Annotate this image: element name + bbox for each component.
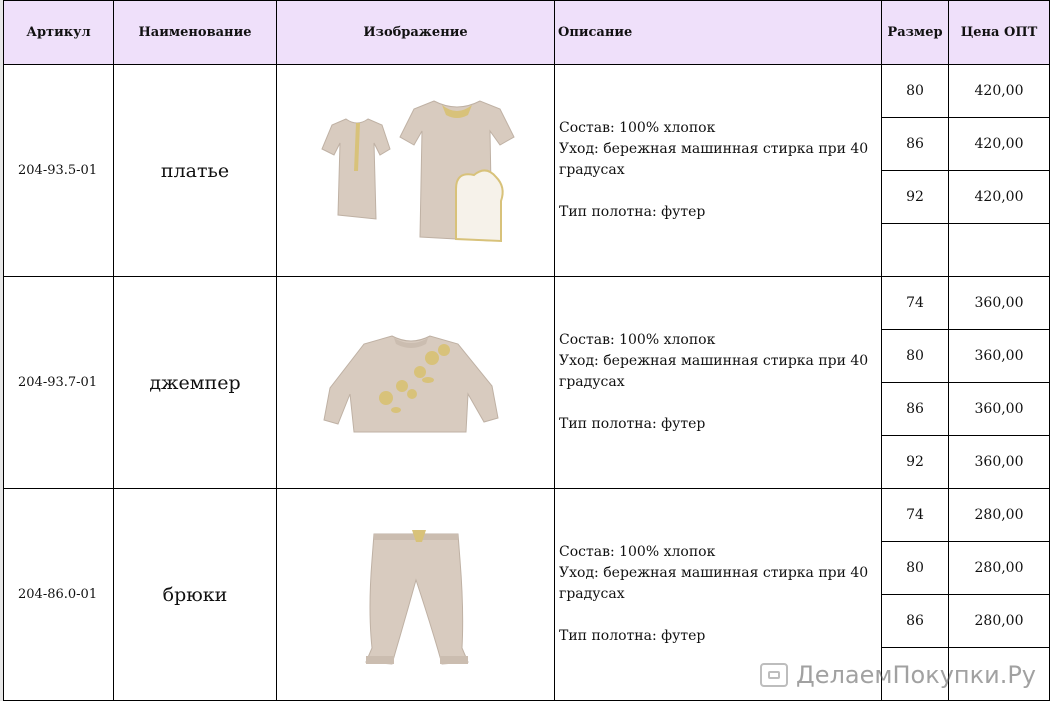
- price-cell: [949, 171, 1050, 224]
- product-sku: [3, 277, 114, 489]
- price-text: 280,00: [974, 507, 1024, 523]
- price-cell: [949, 542, 1050, 595]
- size-cell: [882, 542, 949, 595]
- header-price-label: Цена ОПТ: [960, 25, 1038, 40]
- sku-text: 204-93.5-01: [18, 163, 98, 178]
- price-text: 360,00: [974, 348, 1024, 364]
- header-description-label: Описание: [558, 25, 633, 40]
- price-cell: [949, 330, 1050, 383]
- composition-text: Состав: 100% хлопок: [559, 544, 716, 560]
- price-text: 420,00: [974, 83, 1024, 99]
- name-text: джемпер: [149, 371, 241, 394]
- header-size: [882, 0, 949, 65]
- jumper-image: [316, 328, 516, 438]
- name-text: платье: [160, 159, 230, 182]
- size-text: 86: [906, 136, 924, 152]
- product-name: [114, 489, 277, 701]
- composition-text: Состав: 100% хлопок: [559, 332, 716, 348]
- product-description: [555, 277, 882, 489]
- care-text: Уход: бережная машинная стирка при 40: [559, 353, 869, 369]
- cart-icon: [760, 663, 788, 687]
- header-description: [555, 0, 882, 65]
- fabric-text: Тип полотна: футер: [559, 628, 706, 644]
- product-sku: [3, 65, 114, 277]
- price-cell: [949, 595, 1050, 648]
- price-cell: [949, 224, 1050, 277]
- header-sku: [3, 0, 114, 65]
- care-text-cont: градусах: [559, 586, 625, 602]
- size-text: 74: [906, 295, 924, 311]
- size-text: 80: [906, 348, 924, 364]
- size-cell: [882, 171, 949, 224]
- price-cell: [949, 65, 1050, 118]
- product-image-pants: [277, 489, 555, 701]
- size-text: 80: [906, 83, 924, 99]
- price-text: 280,00: [974, 560, 1024, 576]
- size-cell: [882, 277, 949, 330]
- price-text: 280,00: [974, 613, 1024, 629]
- header-image-label: Изображение: [363, 25, 468, 40]
- fabric-text: Тип полотна: футер: [559, 204, 706, 220]
- watermark-text: ДелаемПокупки.Ру: [796, 661, 1036, 689]
- size-cell: [882, 489, 949, 542]
- header-sku-label: Артикул: [26, 25, 91, 40]
- product-image-jumper: [277, 277, 555, 489]
- size-text: 80: [906, 560, 924, 576]
- size-cell: [882, 330, 949, 383]
- price-cell: [949, 118, 1050, 171]
- product-sku: [3, 489, 114, 701]
- price-text: 420,00: [974, 136, 1024, 152]
- price-text: 420,00: [974, 189, 1024, 205]
- product-name: [114, 277, 277, 489]
- product-image-dress: [277, 65, 555, 277]
- sku-text: 204-93.7-01: [18, 375, 98, 390]
- dress-image: [296, 91, 536, 251]
- size-text: 92: [906, 454, 924, 470]
- size-cell: [882, 224, 949, 277]
- price-cell: [949, 383, 1050, 436]
- composition-text: Состав: 100% хлопок: [559, 120, 716, 136]
- price-text: 360,00: [974, 295, 1024, 311]
- size-cell: [882, 118, 949, 171]
- description-block: [559, 330, 868, 435]
- care-text: Уход: бережная машинная стирка при 40: [559, 141, 869, 157]
- size-text: 92: [906, 189, 924, 205]
- price-cell: [949, 277, 1050, 330]
- sku-text: 204-86.0-01: [18, 587, 98, 602]
- header-size-label: Размер: [887, 25, 943, 40]
- care-text-cont: градусах: [559, 374, 625, 390]
- price-cell: [949, 489, 1050, 542]
- price-text: 360,00: [974, 454, 1024, 470]
- size-cell: [882, 383, 949, 436]
- product-name: [114, 65, 277, 277]
- site-watermark: [760, 661, 1036, 689]
- size-text: 86: [906, 401, 924, 417]
- description-block: [559, 118, 868, 223]
- size-text: 86: [906, 613, 924, 629]
- size-cell: [882, 65, 949, 118]
- header-name: [114, 0, 277, 65]
- care-text: Уход: бережная машинная стирка при 40: [559, 565, 869, 581]
- name-text: брюки: [162, 583, 228, 606]
- header-name-label: Наименование: [138, 25, 252, 40]
- header-price: [949, 0, 1050, 65]
- care-text-cont: градусах: [559, 162, 625, 178]
- price-text: 360,00: [974, 401, 1024, 417]
- price-cell: [949, 436, 1050, 489]
- header-image: [277, 0, 555, 65]
- description-block: [559, 542, 868, 647]
- pants-image: [356, 520, 476, 670]
- product-description: [555, 65, 882, 277]
- fabric-text: Тип полотна: футер: [559, 416, 706, 432]
- size-cell: [882, 595, 949, 648]
- size-text: 74: [906, 507, 924, 523]
- size-cell: [882, 436, 949, 489]
